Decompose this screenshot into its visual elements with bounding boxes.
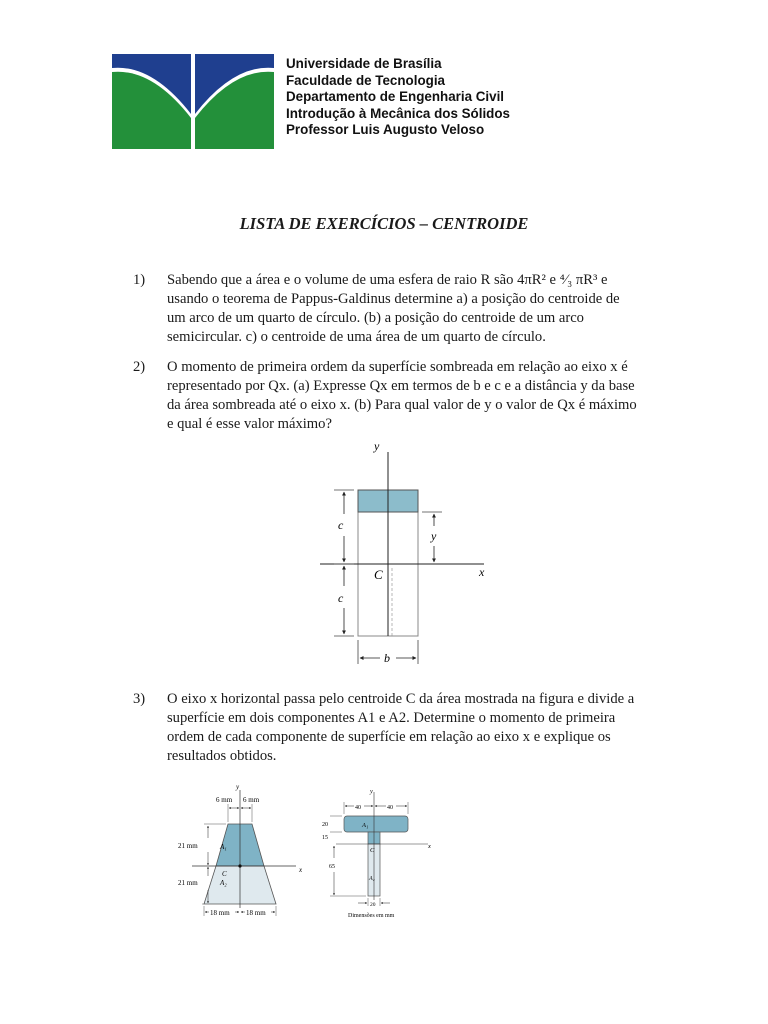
dim-flange: 20 [322,822,328,828]
university-logo [112,54,274,149]
question-line: da área sombreada até o eixo x. (b) Para qual valor de y o valor de Qx é máximo [167,397,637,413]
centroid-label: C [222,870,227,878]
centroid-label: C [370,847,375,854]
dim-lower-height: 21 mm [178,879,198,887]
question-number: 1) [133,272,146,288]
dim-b: b [384,651,390,665]
header-department: Departamento de Engenharia Civil [286,89,505,104]
y-axis-label: y [236,783,240,791]
question-line: Sabendo que a área e o volume de uma esfera de raio R são 4πR² e ⁴⁄₃ πR³ e [167,272,608,288]
page-title: LISTA DE EXERCÍCIOS – CENTROIDE [239,214,529,233]
question-text [167,271,667,347]
question-line: e qual é esse valor máximo? [167,416,332,432]
figure-rectangle-section [310,438,500,670]
question-line: O eixo x horizontal passa pelo centroide C da área mostrada na figura e divide a [167,691,635,707]
figure-trapezoid-section [172,780,312,922]
area-a1-label: A₁ [220,843,227,851]
centroid-label: C [374,567,383,582]
dim-c-bottom: c [338,591,344,605]
question-line: representado por Qx. (a) Expresse Qx em termos de b e c e a distância y da base [167,378,635,394]
dim-c-top: c [338,518,344,532]
dim-gap: 15 [322,835,328,841]
y-axis-label: y [370,788,373,795]
question-line: O momento de primeira ordem da superfície sombreada em relação ao eixo x é [167,359,628,375]
question-text [167,690,667,766]
question-number: 2) [133,359,146,375]
question-number: 3) [133,691,146,707]
header-university: Universidade de Brasília [286,56,442,71]
y-axis-label: y [374,439,380,453]
question-text [167,358,667,434]
header-course: Introdução à Mecânica dos Sólidos [286,105,510,121]
area-a2-label: A₂ [369,876,375,882]
dim-upper-height: 21 mm [178,842,198,850]
question-line: superfície em dois componentes A1 e A2. Determine o momento de primeira [167,710,616,726]
figure-t-section [318,788,438,922]
area-a2-label: A₂ [220,879,227,887]
figure-caption: Dimensões em mm [348,913,395,919]
question-line: um arco de um quarto de círculo. (b) a posição do centroide de um arco [167,310,584,326]
dim-web: 65 [329,864,335,870]
question-line: semicircular. c) o centroide de uma área de um quarto de círculo. [167,329,546,345]
dim-right-bottom: 18 mm [246,909,266,917]
dim-left-bottom: 18 mm [210,909,230,917]
dim-y: y [431,529,437,543]
dim-top-right: 40 [387,805,393,811]
header-text [286,56,510,139]
header-faculty: Faculdade de Tecnologia [286,72,445,88]
header-professor: Professor Luis Augusto Veloso [286,122,485,137]
dim-left-top: 6 mm [216,796,233,804]
dim-right-top: 6 mm [243,796,260,804]
dim-web-width: 20 [370,902,376,908]
dim-top-left: 40 [355,805,361,811]
question-line: usando o teorema de Pappus-Galdinus determine a) a posição do centroide de [167,291,620,307]
x-axis-label: x [299,866,303,874]
area-a1-label: A₁ [362,822,369,829]
x-axis-label: x [428,843,431,850]
question-line: resultados obtidos. [167,748,277,764]
x-axis-label: x [479,565,485,579]
area-a1-shape [344,816,408,832]
question-line: ordem de cada componente de superfície em relação ao eixo x e explique os [167,729,611,745]
